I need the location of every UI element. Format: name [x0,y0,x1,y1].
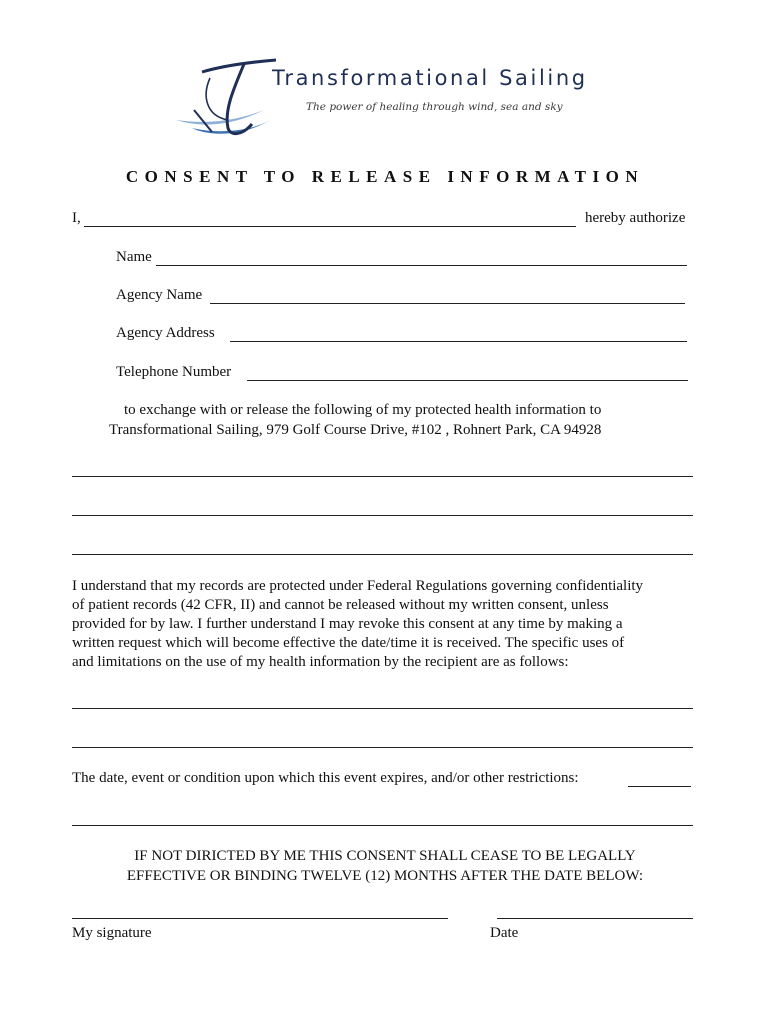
brand-name: Transformational Sailing [272,66,588,90]
information-line-3[interactable] [72,554,693,555]
exchange-text-line-1: to exchange with or release the following of my protected health information to [124,402,602,418]
uses-line-2[interactable] [72,747,693,748]
signature-line[interactable] [72,918,448,919]
paragraph-line: I understand that my records are protected under Federal Regulations governing confidentiality [72,578,644,594]
agency-name-label: Agency Name [116,287,203,303]
agency-name-field-line[interactable] [210,303,685,304]
expiration-label: The date, event or condition upon which this event expires, and/or other restrictions: [72,770,579,786]
authorizer-name-line[interactable] [84,226,576,227]
transformational-sailing-logo [172,58,282,140]
form-title: CONSENT TO RELEASE INFORMATION [125,167,645,186]
exchange-text-line-2: Transformational Sailing, 979 Golf Course Drive, #102 , Rohnert Park, CA 94928 [109,422,602,438]
telephone-label: Telephone Number [116,364,232,380]
expiration-line[interactable] [72,825,693,826]
date-label: Date [490,925,519,941]
brand-tagline: The power of healing through wind, sea and sky [306,101,563,113]
uses-line-1[interactable] [72,708,693,709]
agency-address-field-line[interactable] [230,341,687,342]
telephone-field-line[interactable] [247,380,688,381]
notice-line-2: EFFECTIVE OR BINDING TWELVE (12) MONTHS AFTER THE DATE BELOW: [126,868,644,884]
name-field-line[interactable] [156,265,687,266]
date-line[interactable] [497,918,693,919]
signature-label: My signature [72,925,152,941]
intro-suffix: hereby authorize [585,210,686,226]
expiration-short-line[interactable] [628,786,691,787]
name-label: Name [116,249,152,265]
paragraph-line: and limitations on the use of my health information by the recipient are as follows: [72,654,569,670]
information-line-2[interactable] [72,515,693,516]
information-line-1[interactable] [72,476,693,477]
understanding-paragraph [72,577,697,672]
paragraph-line: written request which will become effective the date/time it is received. The specific uses of [72,635,625,651]
notice-line-1: IF NOT DIRICTED BY ME THIS CONSENT SHALL CEASE TO BE LEGALLY [134,848,636,864]
agency-address-label: Agency Address [116,325,215,341]
paragraph-line: of patient records (42 CFR, II) and cannot be released without my written consent, unless [72,597,609,613]
paragraph-line: provided for by law. I further understand I may revoke this consent at any time by making a [72,616,623,632]
intro-prefix: I, [72,210,81,226]
